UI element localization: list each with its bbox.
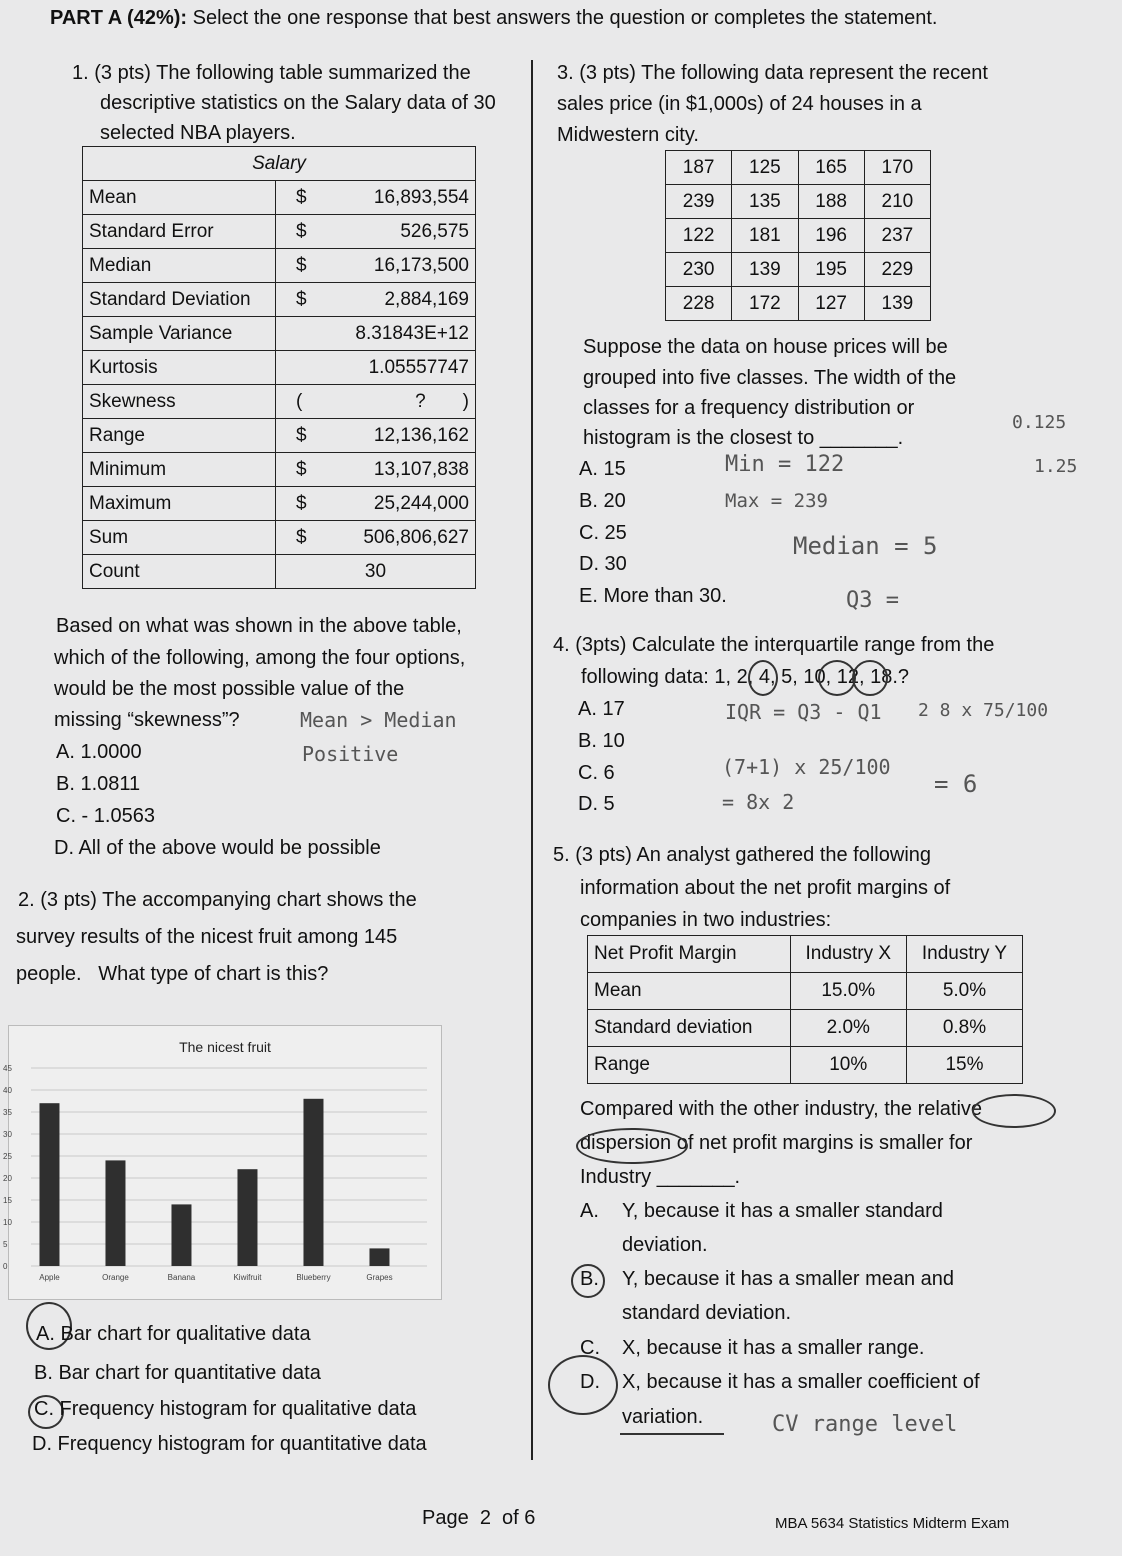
cell: 127 xyxy=(798,287,864,321)
profit-margin-table xyxy=(587,935,1023,1084)
row-dollar: $ xyxy=(296,186,307,208)
row-label: Range xyxy=(83,419,276,453)
table-row xyxy=(83,487,476,521)
q1-option-a[interactable]: A. 1.0000 xyxy=(56,741,142,763)
q5-option-d-letter[interactable]: D. xyxy=(580,1371,600,1393)
q5-option-b-line1[interactable]: Y, because it has a smaller mean and xyxy=(622,1268,955,1290)
q3-hand-max: Max = 239 xyxy=(725,490,828,512)
q3-stem-2: sales price (in $1,000s) of 24 houses in a xyxy=(557,93,922,115)
table-row xyxy=(83,351,476,385)
table-row xyxy=(83,215,476,249)
row-dollar: $ xyxy=(296,254,307,276)
q1-after-3: would be the most possible value of the xyxy=(54,678,405,700)
q1-stem-2: descriptive statistics on the Salary data of 30 xyxy=(100,92,496,114)
cell: 195 xyxy=(798,253,864,287)
row-number: 30 xyxy=(364,560,387,582)
q5-option-d-line1[interactable]: X, because it has a smaller coefficient of xyxy=(622,1371,980,1393)
q5-option-a-letter[interactable]: A. xyxy=(580,1200,599,1222)
q3-option-c[interactable]: C. 25 xyxy=(579,522,627,544)
q4-hand-eq: = 8x 2 xyxy=(722,790,795,814)
q3-question-2: grouped into five classes. The width of the xyxy=(583,367,957,389)
q3-option-b[interactable]: B. 20 xyxy=(579,490,626,512)
q5-option-c-line1[interactable]: X, because it has a smaller range. xyxy=(622,1337,925,1359)
row-dollar: $ xyxy=(296,526,307,548)
q4-hand-iqr: IQR = Q3 - Q1 xyxy=(725,700,882,724)
row-dollar: $ xyxy=(296,492,307,514)
row-label: Kurtosis xyxy=(83,351,276,385)
row-number: 1.05557747 xyxy=(368,356,469,378)
q1-after-4: missing “skewness”? xyxy=(54,709,240,731)
row-number: 506,806,627 xyxy=(363,526,469,548)
cell: 15.0% xyxy=(790,973,906,1010)
house-price-table xyxy=(665,150,931,321)
y-tick-label: 30 xyxy=(3,1130,12,1139)
cell: 10% xyxy=(790,1047,906,1084)
table-row xyxy=(83,283,476,317)
table-row xyxy=(83,419,476,453)
q3-option-d[interactable]: D. 30 xyxy=(579,553,627,575)
fruit-chart xyxy=(3,1025,442,1300)
row-number: 12,136,162 xyxy=(373,424,469,446)
y-tick-label: 10 xyxy=(3,1218,12,1227)
q4-hand-right: 2 8 x 75/100 xyxy=(918,700,1049,721)
row-number: 2,884,169 xyxy=(384,288,469,310)
table-row xyxy=(666,219,931,253)
row-label: Mean xyxy=(83,181,276,215)
cell: 139 xyxy=(864,287,930,321)
q4-stem-2: following data: 1, 2, 4, 5, 10, 12, 18.? xyxy=(581,666,910,688)
y-tick-label: 5 xyxy=(3,1240,8,1249)
y-tick-label: 40 xyxy=(3,1086,12,1095)
q3-hand-frac-top: 0.125 xyxy=(1012,412,1067,433)
exam-title: MBA 5634 Statistics Midterm Exam xyxy=(775,1515,1010,1532)
header-cell: Net Profit Margin xyxy=(588,936,791,973)
q5-stem-1: 5. (3 pts) An analyst gathered the following xyxy=(553,844,932,866)
row-value xyxy=(276,249,476,283)
q1-option-c[interactable]: C. - 1.0563 xyxy=(56,805,155,827)
x-tick-label: Kiwifruit xyxy=(233,1273,262,1282)
row-value xyxy=(276,283,476,317)
q5-stem-2: information about the net profit margins of xyxy=(580,877,951,899)
cell: 188 xyxy=(798,185,864,219)
row-dollar: $ xyxy=(296,220,307,242)
q2-option-c[interactable]: C. Frequency histogram for qualitative data xyxy=(34,1398,417,1420)
table-header-row xyxy=(588,936,1023,973)
q1-hand-note-1: Mean > Median xyxy=(300,708,457,732)
row-number: 526,575 xyxy=(400,220,469,242)
q5-question-1: Compared with the other industry, the relative xyxy=(580,1098,983,1120)
row-label: Skewness xyxy=(83,385,276,419)
table-row xyxy=(83,249,476,283)
part-header xyxy=(50,3,938,33)
row-label: Standard Error xyxy=(83,215,276,249)
cell: 230 xyxy=(666,253,732,287)
row-label: Standard Deviation xyxy=(83,283,276,317)
q1-after-2: which of the following, among the four options, xyxy=(54,647,466,669)
q5-option-a-line1[interactable]: Y, because it has a smaller standard xyxy=(622,1200,943,1222)
q5-question-2: dispersion of net profit margins is smaller for xyxy=(580,1132,973,1154)
row-number: 16,893,554 xyxy=(373,186,469,208)
row-value xyxy=(276,453,476,487)
cell: Mean xyxy=(588,973,791,1010)
y-tick-label: 45 xyxy=(3,1064,12,1073)
cell: 170 xyxy=(864,151,930,185)
row-label: Median xyxy=(83,249,276,283)
data-circle-10 xyxy=(818,660,856,696)
table-row xyxy=(666,185,931,219)
q3-option-e[interactable]: E. More than 30. xyxy=(579,585,727,607)
row-dollar: ( xyxy=(296,390,303,412)
table-row xyxy=(83,181,476,215)
cell: 135 xyxy=(732,185,798,219)
bar xyxy=(237,1169,257,1266)
variation-underline xyxy=(620,1433,724,1435)
x-tick-label: Orange xyxy=(102,1273,129,1282)
x-tick-label: Blueberry xyxy=(296,1273,331,1282)
cell: 181 xyxy=(732,219,798,253)
q1-hand-note-2: Positive xyxy=(302,742,399,766)
q3-hand-frac-bottom: 1.25 xyxy=(1034,456,1078,477)
q3-question-1: Suppose the data on house prices will be xyxy=(583,336,948,358)
row-dollar: $ xyxy=(296,288,307,310)
q4-hand-calc: (7+1) x 25/100 xyxy=(722,755,891,779)
cell: 210 xyxy=(864,185,930,219)
q2-option-b[interactable]: B. Bar chart for quantitative data xyxy=(34,1362,321,1384)
table-row xyxy=(588,1047,1023,1084)
cell: 237 xyxy=(864,219,930,253)
relative-circle xyxy=(972,1094,1056,1128)
row-number: 16,173,500 xyxy=(373,254,469,276)
table-row xyxy=(588,973,1023,1010)
y-tick-label: 25 xyxy=(3,1152,12,1161)
header-cell: Industry Y xyxy=(906,936,1022,973)
q5-option-d-line2[interactable]: variation. xyxy=(622,1406,704,1428)
cell: 229 xyxy=(864,253,930,287)
row-dollar: $ xyxy=(296,458,307,480)
q1-stem-1: 1. (3 pts) The following table summarized the xyxy=(72,62,471,84)
row-label: Maximum xyxy=(83,487,276,521)
q3-stem-3: Midwestern city. xyxy=(557,124,699,146)
bar xyxy=(303,1099,323,1266)
bar xyxy=(39,1103,59,1266)
salary-table xyxy=(82,146,476,589)
table-row xyxy=(588,1010,1023,1047)
cell: 239 xyxy=(666,185,732,219)
salary-table-title: Salary xyxy=(83,147,476,181)
row-number: 8.31843E+12 xyxy=(355,322,469,344)
row-value xyxy=(276,317,476,351)
cell: 139 xyxy=(732,253,798,287)
table-row xyxy=(666,151,931,185)
q1-after-1: Based on what was shown in the above table, xyxy=(56,615,462,637)
x-tick-label: Grapes xyxy=(366,1273,393,1282)
cell: 15% xyxy=(906,1047,1022,1084)
header-cell: Industry X xyxy=(790,936,906,973)
y-tick-label: 0 xyxy=(3,1262,8,1271)
q4-stem-1: 4. (3pts) Calculate the interquartile range from the xyxy=(553,634,995,656)
q5-hand-note: CV range level xyxy=(772,1412,958,1437)
cell: 228 xyxy=(666,287,732,321)
column-divider xyxy=(531,60,533,1460)
q5-question-3: Industry _______. xyxy=(580,1166,741,1188)
row-label: Count xyxy=(83,555,276,589)
q3-hand-min: Min = 122 xyxy=(725,452,845,477)
part-title: PART A (42%): xyxy=(50,7,188,29)
q2-stem-1: 2. (3 pts) The accompanying chart shows the xyxy=(18,889,417,911)
q3-option-a[interactable]: A. 15 xyxy=(579,458,626,480)
cell: 122 xyxy=(666,219,732,253)
table-row xyxy=(83,555,476,589)
row-label: Sum xyxy=(83,521,276,555)
row-value xyxy=(276,215,476,249)
bar xyxy=(105,1160,125,1266)
row-value xyxy=(276,555,476,589)
dispersion-circle xyxy=(576,1128,688,1164)
table-row xyxy=(83,453,476,487)
row-value xyxy=(276,181,476,215)
row-label: Sample Variance xyxy=(83,317,276,351)
y-tick-label: 20 xyxy=(3,1174,12,1183)
q1-option-b[interactable]: B. 1.0811 xyxy=(56,773,141,795)
table-row xyxy=(666,253,931,287)
cell: 196 xyxy=(798,219,864,253)
instructions: Select the one response that best answers the question or completes the statement. xyxy=(192,7,938,29)
row-value xyxy=(276,351,476,385)
y-tick-label: 35 xyxy=(3,1108,12,1117)
fruit-chart-svg xyxy=(3,1026,441,1299)
bar xyxy=(369,1248,389,1266)
row-value xyxy=(276,521,476,555)
cell: Range xyxy=(588,1047,791,1084)
row-dollar: $ xyxy=(296,424,307,446)
bar xyxy=(171,1204,191,1266)
cell: 165 xyxy=(798,151,864,185)
q2-stem-2: survey results of the nicest fruit among 145 xyxy=(16,926,398,948)
q4-option-b[interactable]: B. 10 xyxy=(578,730,625,752)
q2-option-d[interactable]: D. Frequency histogram for quantitative data xyxy=(32,1433,427,1455)
cell: 0.8% xyxy=(906,1010,1022,1047)
row-value xyxy=(276,487,476,521)
q4-option-a[interactable]: A. 17 xyxy=(578,698,625,720)
data-circle-12 xyxy=(852,660,888,696)
q2-stem-3: people. What type of chart is this? xyxy=(16,963,329,985)
table-row xyxy=(83,317,476,351)
q1-stem-3: selected NBA players. xyxy=(100,122,296,144)
cell: 187 xyxy=(666,151,732,185)
row-value xyxy=(276,419,476,453)
chart-title: The nicest fruit xyxy=(179,1039,271,1055)
q3-question-4: histogram is the closest to _______. xyxy=(583,427,904,449)
cell: Standard deviation xyxy=(588,1010,791,1047)
row-number: 13,107,838 xyxy=(373,458,469,480)
table-row xyxy=(83,521,476,555)
cell: 172 xyxy=(732,287,798,321)
q3-question-3: classes for a frequency distribution or xyxy=(583,397,915,419)
y-tick-label: 15 xyxy=(3,1196,12,1205)
q5-option-c-letter[interactable]: C. xyxy=(580,1337,600,1359)
x-tick-label: Banana xyxy=(167,1273,196,1282)
q5-option-a-line2[interactable]: deviation. xyxy=(622,1234,708,1256)
q3-hand-q3: Q3 = xyxy=(846,588,899,613)
cell: 2.0% xyxy=(790,1010,906,1047)
table-row xyxy=(83,385,476,419)
q3-stem-1: 3. (3 pts) The following data represent the recent xyxy=(557,62,988,84)
q3-hand-median: Median = 5 xyxy=(793,532,938,560)
row-label: Minimum xyxy=(83,453,276,487)
table-row xyxy=(666,287,931,321)
x-tick-label: Apple xyxy=(39,1273,60,1282)
cell: 5.0% xyxy=(906,973,1022,1010)
data-circle-2 xyxy=(748,660,778,696)
cell: 125 xyxy=(732,151,798,185)
row-number: ? ) xyxy=(415,390,469,412)
q2-option-a[interactable]: A. Bar chart for qualitative data xyxy=(36,1323,311,1345)
q5-option-b-letter[interactable]: B. xyxy=(580,1268,599,1290)
q4-option-d[interactable]: D. 5 xyxy=(578,793,615,815)
q4-option-c[interactable]: C. 6 xyxy=(578,762,615,784)
q5-option-b-line2[interactable]: standard deviation. xyxy=(622,1302,792,1324)
page-number: Page 2 of 6 xyxy=(422,1507,536,1529)
row-number: 25,244,000 xyxy=(373,492,469,514)
q4-hand-result: = 6 xyxy=(934,770,978,798)
q5-stem-3: companies in two industries: xyxy=(580,909,832,931)
row-value xyxy=(276,385,476,419)
q1-option-d[interactable]: D. All of the above would be possible xyxy=(54,837,381,859)
